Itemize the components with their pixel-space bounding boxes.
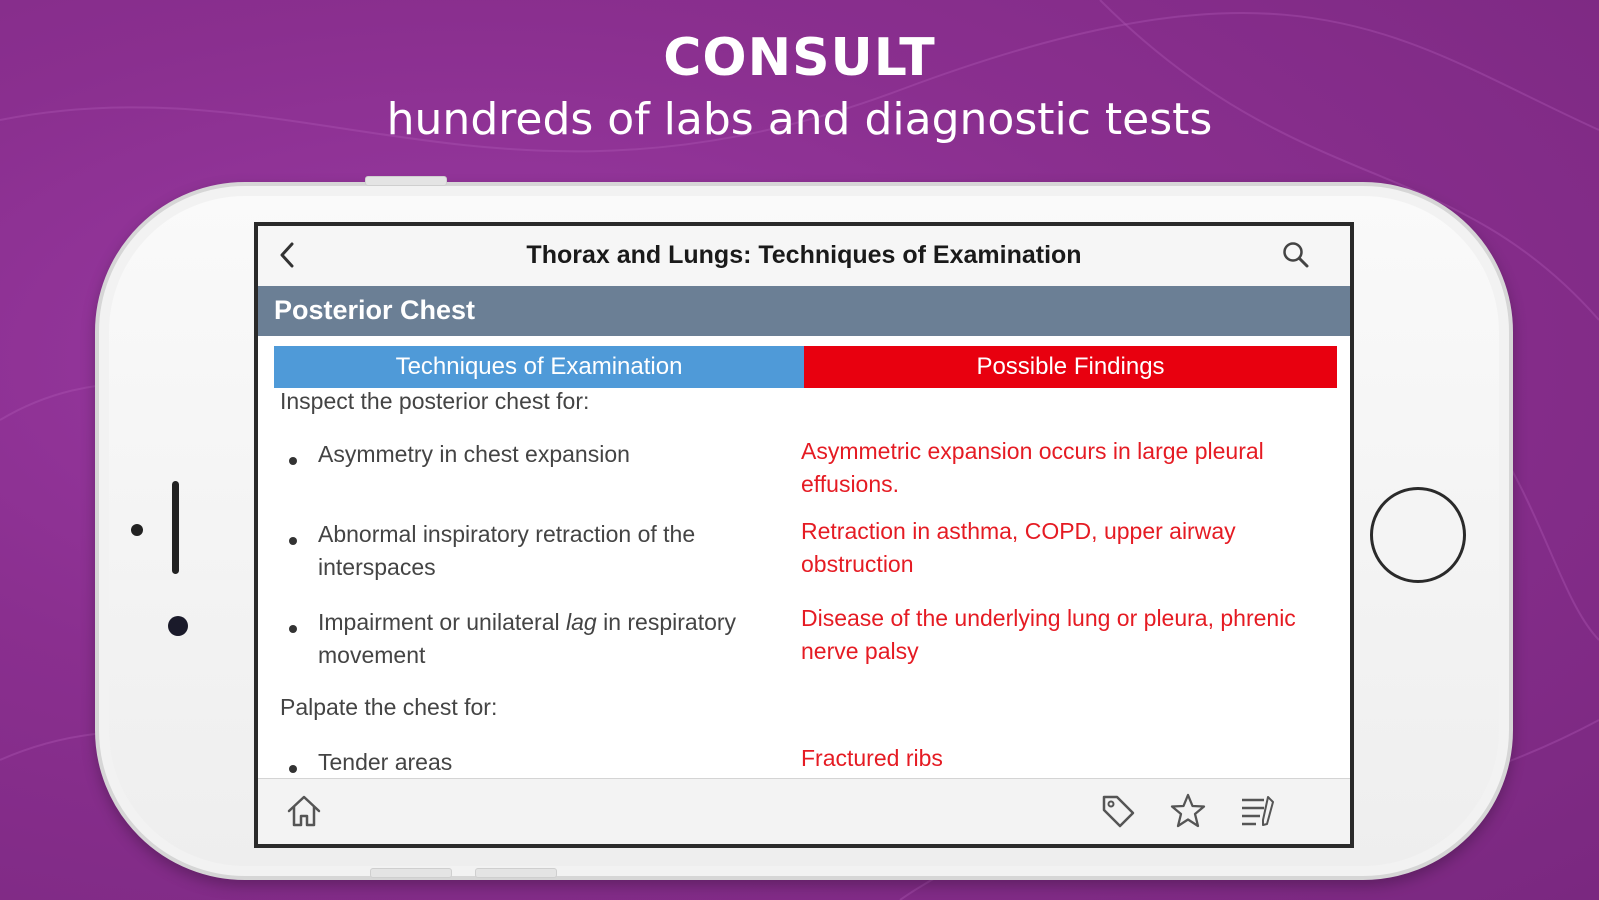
bullet-icon	[289, 625, 297, 633]
section-title: Posterior Chest	[274, 295, 476, 325]
bottom-toolbar	[258, 778, 1350, 845]
bullet-icon	[289, 765, 297, 773]
nav-bar	[258, 226, 1350, 287]
star-icon[interactable]	[1168, 791, 1208, 831]
column-header-techniques: Techniques of Examination	[274, 346, 804, 388]
promo-headline	[0, 28, 1599, 145]
phone-side-button	[365, 176, 447, 186]
phone-volume-button	[370, 868, 452, 878]
content-area[interactable]	[258, 388, 1350, 778]
finding-text: Asymmetric expansion occurs in large pleural effusions.	[801, 438, 1264, 497]
page-title: Thorax and Lungs: Techniques of Examination	[526, 241, 1082, 269]
chevron-left-icon[interactable]	[276, 240, 300, 270]
technique-text	[318, 606, 778, 672]
technique-text: Tender areas	[318, 749, 453, 775]
finding-text: Disease of the underlying lung or pleura, phrenic nerve palsy	[801, 605, 1296, 664]
technique-text: Abnormal inspiratory retraction of the interspaces	[318, 521, 696, 580]
column-header-findings: Possible Findings	[804, 346, 1337, 388]
phone-sensor	[131, 524, 143, 536]
bullet-icon	[289, 457, 297, 465]
tag-icon[interactable]	[1098, 791, 1138, 831]
technique-text-part: in respiratory movement	[318, 609, 737, 668]
bullet-icon	[289, 537, 297, 545]
headline-title: CONSULT	[663, 28, 936, 88]
technique-text-emphasis: lag	[566, 609, 597, 635]
search-icon[interactable]	[1281, 240, 1311, 270]
technique-text-part: Impairment or unilateral	[318, 609, 566, 635]
section-header	[258, 286, 1350, 336]
phone-camera	[168, 616, 188, 636]
headline-subtitle: hundreds of labs and diagnostic tests	[386, 94, 1213, 145]
home-icon[interactable]	[284, 791, 324, 831]
app-screen	[254, 222, 1354, 848]
palpate-intro: Palpate the chest for:	[280, 694, 498, 720]
technique-text: Asymmetry in chest expansion	[318, 441, 630, 467]
inspect-intro: Inspect the posterior chest for:	[280, 388, 590, 414]
phone-speaker	[172, 481, 179, 574]
finding-text: Fractured ribs	[801, 745, 943, 771]
table-header	[274, 346, 1337, 388]
finding-text: Retraction in asthma, COPD, upper airway obstruction	[801, 518, 1236, 577]
notes-icon[interactable]	[1238, 791, 1278, 831]
phone-home-button[interactable]	[1370, 487, 1466, 583]
phone-volume-button-2	[475, 868, 557, 878]
